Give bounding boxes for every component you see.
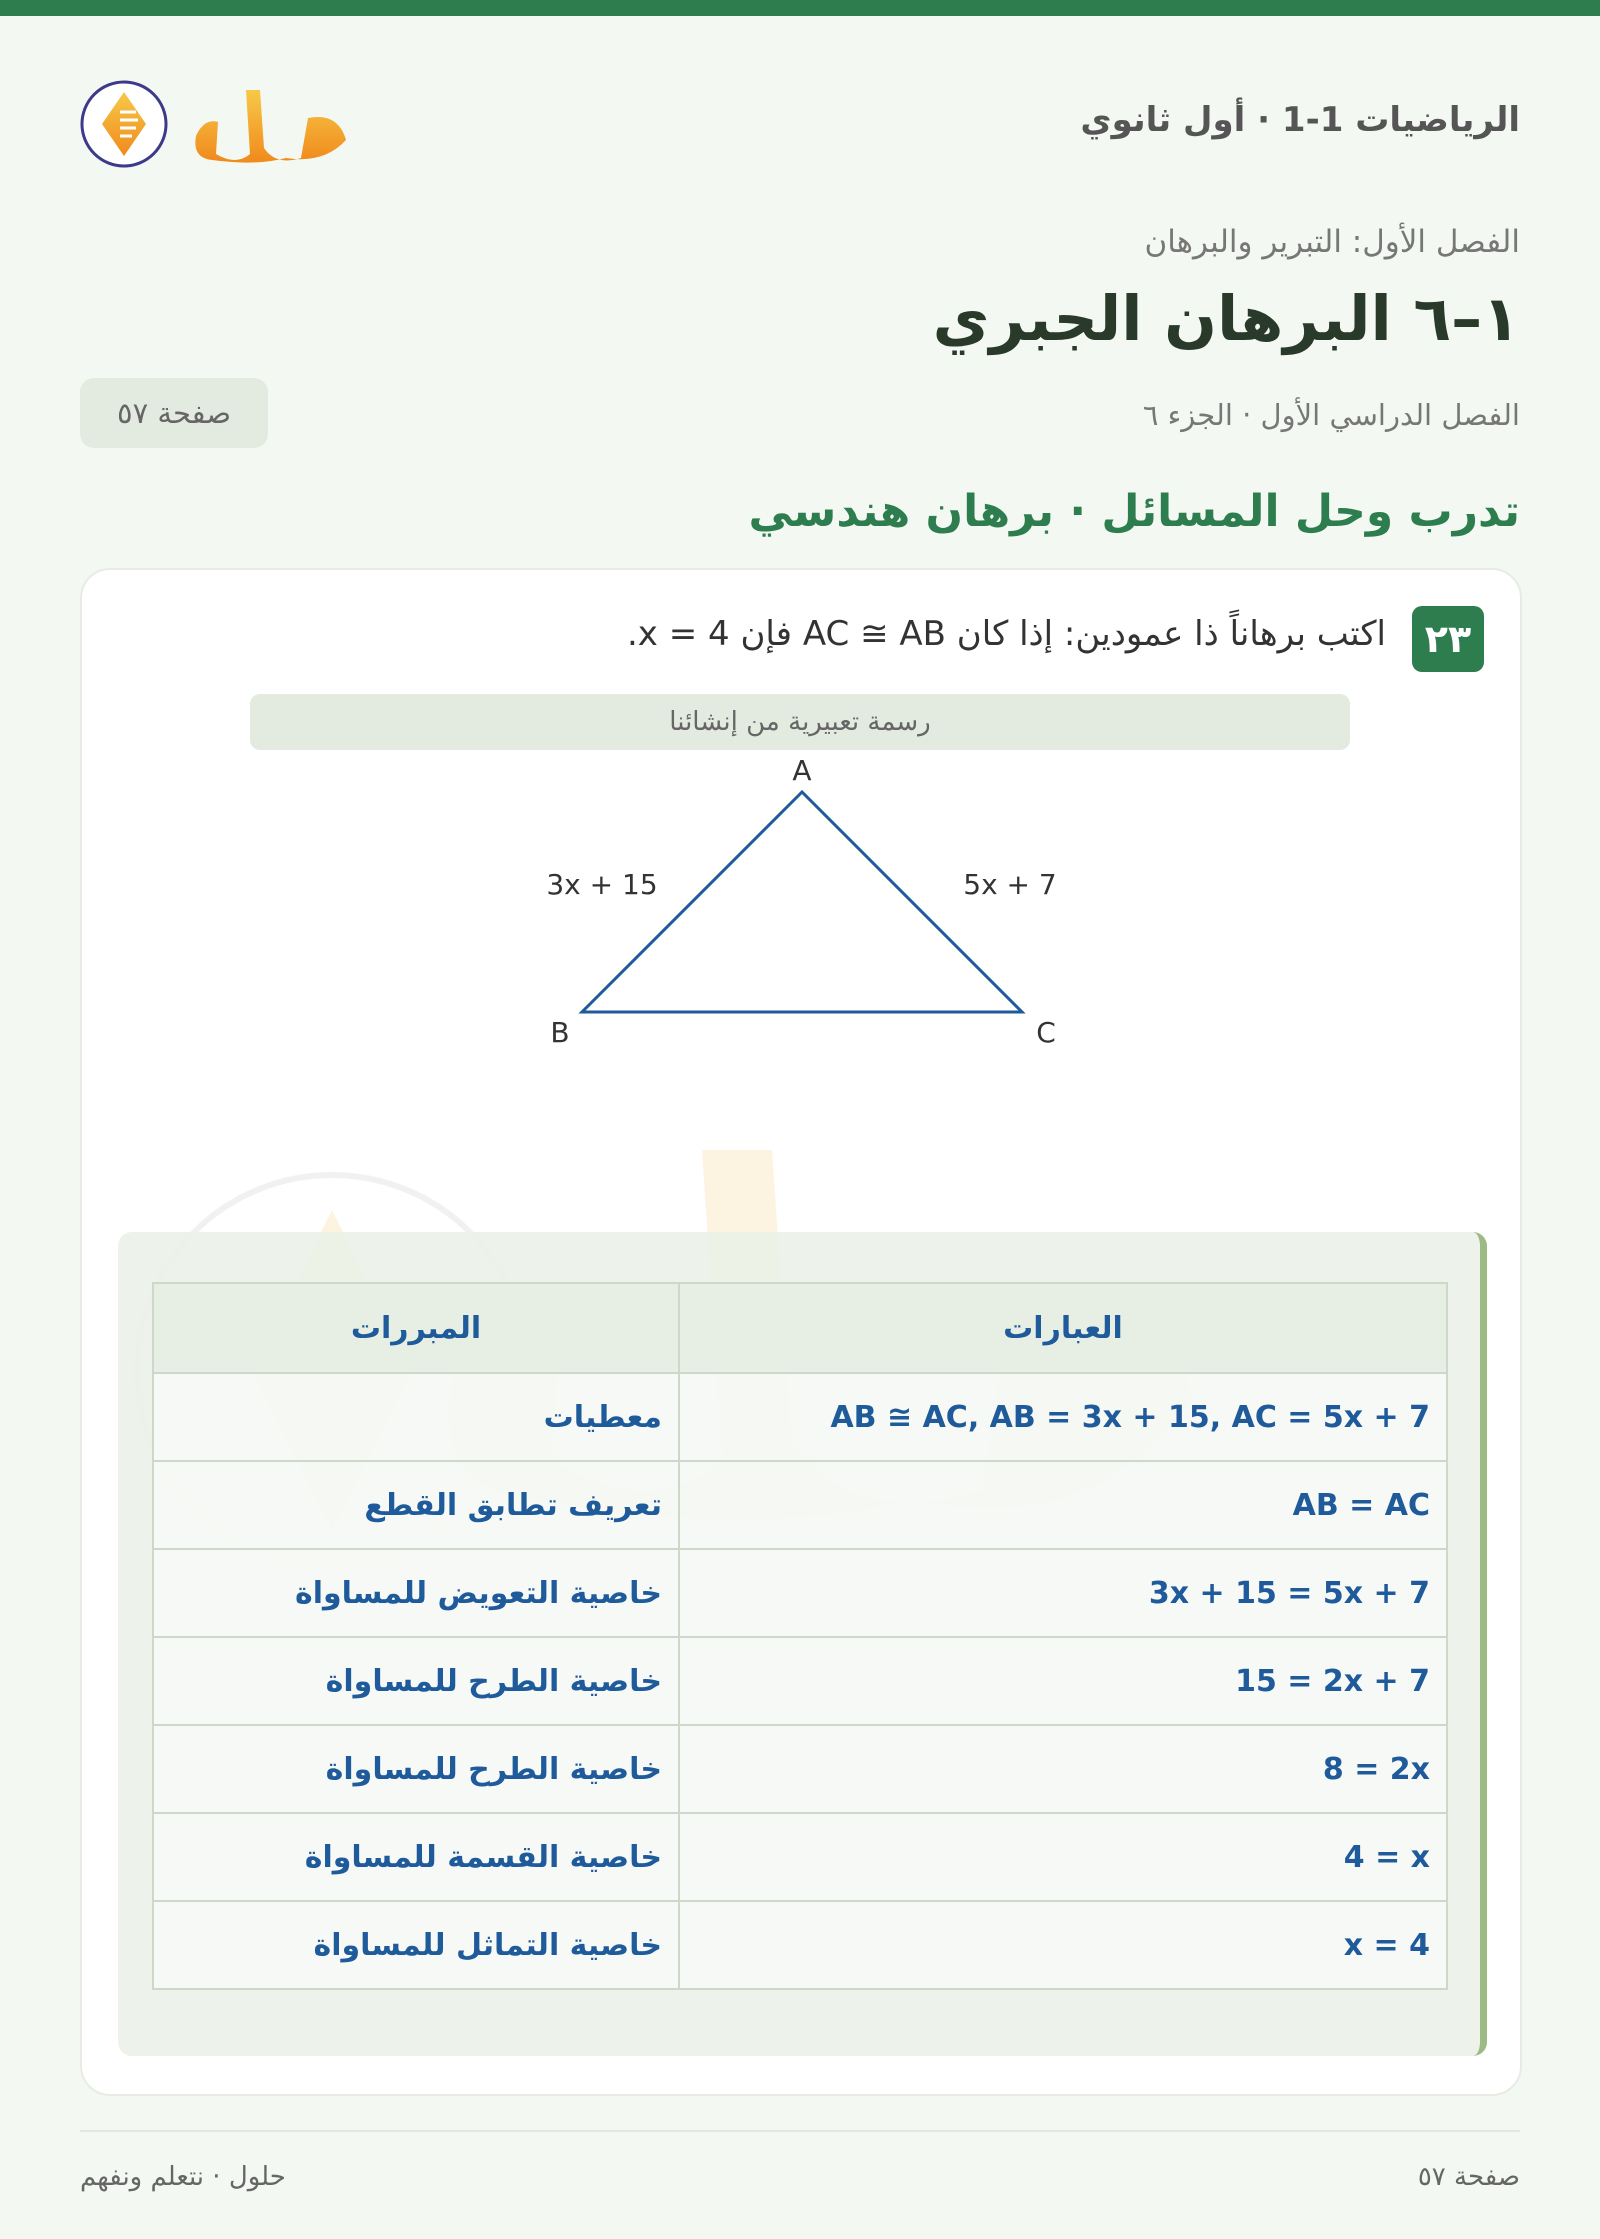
proof-statement: AB ≅ AC, AB = 3x + 15, AC = 5x + 7 — [679, 1373, 1447, 1461]
footer-divider — [80, 2130, 1520, 2132]
vertex-b-label: B — [550, 1016, 570, 1049]
vertex-c-label: C — [1036, 1016, 1056, 1049]
proof-reason: معطيات — [153, 1373, 679, 1461]
semester-info: الفصل الدراسي الأول · الجزء ٦ — [1142, 398, 1520, 432]
triangle-abc — [582, 792, 1022, 1012]
section-title: تدرب وحل المسائل · برهان هندسي — [748, 486, 1520, 537]
statements-header: العبارات — [679, 1283, 1447, 1373]
proof-row — [153, 1637, 1447, 1725]
proof-row — [153, 1373, 1447, 1461]
proof-row — [153, 1461, 1447, 1549]
side-ab-label: 3x + 15 — [546, 868, 658, 901]
proof-reason: خاصية الطرح للمساواة — [153, 1725, 679, 1813]
proof-statement: x = 4 — [679, 1901, 1447, 1989]
reasons-header: المبررات — [153, 1283, 679, 1373]
proof-container — [118, 1232, 1487, 2056]
proof-statement: AB = AC — [679, 1461, 1447, 1549]
footer-page-number: صفحة ٥٧ — [1417, 2162, 1520, 2192]
proof-reason: خاصية التعويض للمساواة — [153, 1549, 679, 1637]
lesson-title: ١–٦ البرهان الجبري — [932, 282, 1520, 355]
question-card — [80, 568, 1522, 2096]
proof-row — [153, 1549, 1447, 1637]
proof-reason: خاصية التماثل للمساواة — [153, 1901, 679, 1989]
question-text: اكتب برهاناً ذا عمودين: إذا كان AC ≅ AB فإن x = 4. — [626, 614, 1386, 654]
proof-statement: 4 = x — [679, 1813, 1447, 1901]
proof-row — [153, 1813, 1447, 1901]
vertex-a-label: A — [792, 754, 812, 787]
question-number: ٢٣ — [1412, 606, 1484, 672]
hulool-logo — [76, 62, 366, 182]
proof-statement: 3x + 15 = 5x + 7 — [679, 1549, 1447, 1637]
proof-reason: خاصية الطرح للمساواة — [153, 1637, 679, 1725]
proof-statement: 8 = 2x — [679, 1725, 1447, 1813]
triangle-figure — [82, 750, 1520, 1210]
side-ac-label: 5x + 7 — [963, 868, 1057, 901]
proof-row — [153, 1725, 1447, 1813]
proof-reason: تعريف تطابق القطع — [153, 1461, 679, 1549]
two-column-proof-table — [152, 1282, 1448, 1990]
figure-caption: رسمة تعبيرية من إنشائنا — [250, 694, 1350, 750]
chapter-title: الفصل الأول: التبرير والبرهان — [1144, 224, 1520, 260]
proof-reason: خاصية القسمة للمساواة — [153, 1813, 679, 1901]
proof-statement: 15 = 2x + 7 — [679, 1637, 1447, 1725]
proof-row — [153, 1901, 1447, 1989]
top-accent-bar — [0, 0, 1600, 16]
subject-heading: الرياضيات 1-1 · أول ثانوي — [1080, 100, 1520, 140]
footer-brand: حلول · نتعلم ونفهم — [80, 2162, 286, 2192]
proof-header-row — [153, 1283, 1447, 1373]
page-badge: صفحة ٥٧ — [80, 378, 268, 448]
